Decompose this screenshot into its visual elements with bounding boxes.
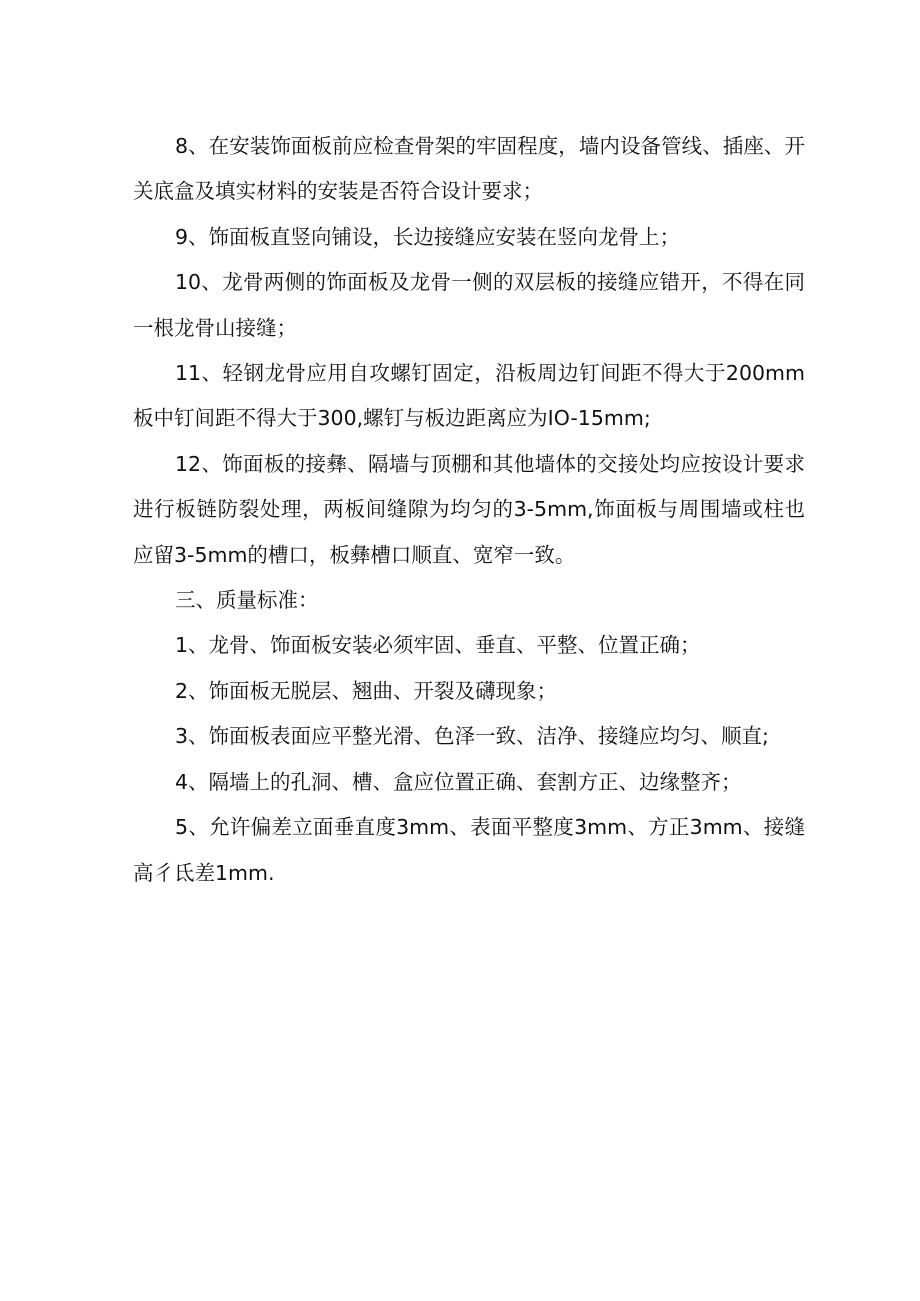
paragraph-item-8: 8、在安装饰面板前应检查骨架的牢固程度，墙内设备管线、插座、开关底盒及填实材料的安装是否符合设计要求； [133, 134, 805, 204]
paragraph-item-10: 10、龙骨两侧的饰面板及龙骨一侧的双层板的接缝应错开，不得在同一根龙骨山接缝； [133, 270, 805, 340]
standard-item-1: 1、龙骨、饰面板安装必须牢固、垂直、平整、位置正确； [175, 633, 701, 658]
standard-item-3: 3、饰面板表面应平整光滑、色泽一致、洁净、接缝应均匀、顺直; [175, 724, 769, 749]
paragraph-item-9: 9、饰面板直竖向铺设，长边接缝应安装在竖向龙骨上； [175, 224, 681, 249]
standard-item-5: 5、允许偏差立面垂直度3mm、表面平整度3mm、方正3mm、接缝高彳氐差1mm. [133, 815, 805, 885]
document-body [133, 124, 805, 896]
paragraph-item-11: 11、轻钢龙骨应用自攻螺钉固定，沿板周边钉间距不得大于200mm板中钉间距不得大于300,螺钉与板边距离应为IO-15mm; [133, 361, 805, 431]
standard-item-4: 4、隔墙上的孔洞、槽、盒应位置正确、套割方正、边缘整齐； [175, 769, 742, 794]
paragraph-item-12: 12、饰面板的接彝、隔墙与顶棚和其他墙体的交接处均应按设计要求进行板链防裂处理，两板间缝隙为均匀的3-5mm,饰面板与周围墙或柱也应留3-5mm的槽口，板彝槽口顺直、宽窄一致。 [133, 451, 805, 567]
standard-item-2: 2、饰面板无脱层、翘曲、开裂及礴现象； [175, 678, 558, 703]
section-heading-quality-standard: 三、质量标准： [175, 588, 319, 613]
